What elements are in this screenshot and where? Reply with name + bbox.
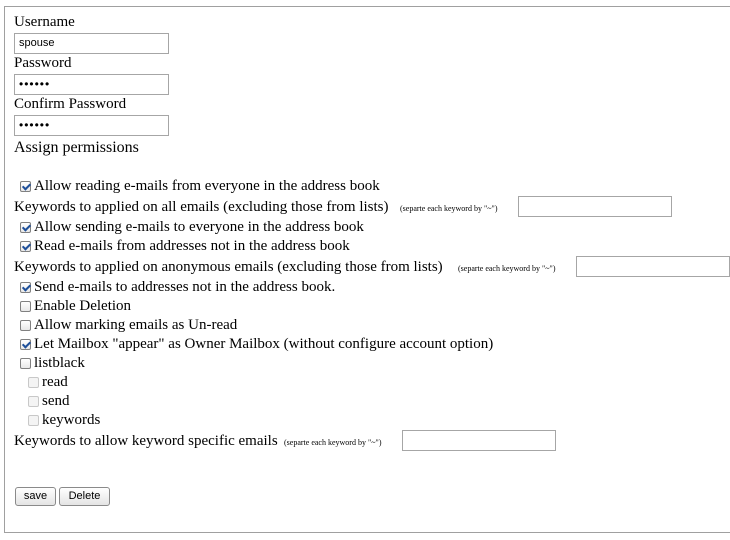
read-not-in-book-label: Read e-mails from addresses not in the address book — [34, 238, 350, 254]
allow-unread-checkbox[interactable] — [20, 320, 31, 331]
allow-reading-checkbox[interactable] — [20, 181, 31, 192]
listblack-send-checkbox[interactable] — [28, 396, 39, 407]
listblack-keywords-label: keywords — [42, 412, 101, 428]
assign-permissions-heading: Assign permissions — [14, 139, 139, 156]
password-label: Password — [14, 55, 72, 71]
listblack-checkbox[interactable] — [20, 358, 31, 369]
listblack-label: listblack — [34, 355, 85, 371]
save-button[interactable]: save — [15, 487, 56, 506]
keywords-specific-hint: (separte each keyword by "~") — [284, 438, 382, 447]
let-mailbox-appear-checkbox[interactable] — [20, 339, 31, 350]
let-mailbox-appear-label: Let Mailbox "appear" as Owner Mailbox (without configure account option) — [34, 336, 494, 352]
enable-deletion-checkbox[interactable] — [20, 301, 31, 312]
listblack-send-label: send — [42, 393, 70, 409]
allow-unread-label: Allow marking emails as Un-read — [34, 317, 238, 333]
read-not-in-book-checkbox[interactable] — [20, 241, 31, 252]
username-input[interactable]: spouse — [14, 33, 169, 54]
password-input[interactable]: •••••• — [14, 74, 169, 95]
keywords-anon-label: Keywords to applied on anonymous emails (excluding those from lists) — [14, 259, 443, 275]
send-not-in-book-checkbox[interactable] — [20, 282, 31, 293]
keywords-anon-hint: (separte each keyword by "~") — [458, 264, 556, 273]
allow-sending-label: Allow sending e-mails to everyone in the address book — [34, 219, 364, 235]
keywords-specific-input[interactable] — [402, 430, 556, 451]
listblack-read-label: read — [42, 374, 68, 390]
keywords-specific-label: Keywords to allow keyword specific emails — [14, 433, 278, 449]
keywords-all-input[interactable] — [518, 196, 672, 217]
send-not-in-book-label: Send e-mails to addresses not in the address book. — [34, 279, 336, 295]
allow-reading-label: Allow reading e-mails from everyone in the address book — [34, 178, 380, 194]
allow-sending-checkbox[interactable] — [20, 222, 31, 233]
listblack-keywords-checkbox[interactable] — [28, 415, 39, 426]
username-label: Username — [14, 14, 75, 30]
keywords-all-hint: (separte each keyword by "~") — [400, 204, 498, 213]
keywords-anon-input[interactable] — [576, 256, 730, 277]
keywords-all-label: Keywords to applied on all emails (excluding those from lists) — [14, 199, 389, 215]
enable-deletion-label: Enable Deletion — [34, 298, 132, 314]
confirm-password-input[interactable]: •••••• — [14, 115, 169, 136]
delete-button[interactable]: Delete — [59, 487, 110, 506]
confirm-password-label: Confirm Password — [14, 96, 127, 112]
listblack-read-checkbox[interactable] — [28, 377, 39, 388]
